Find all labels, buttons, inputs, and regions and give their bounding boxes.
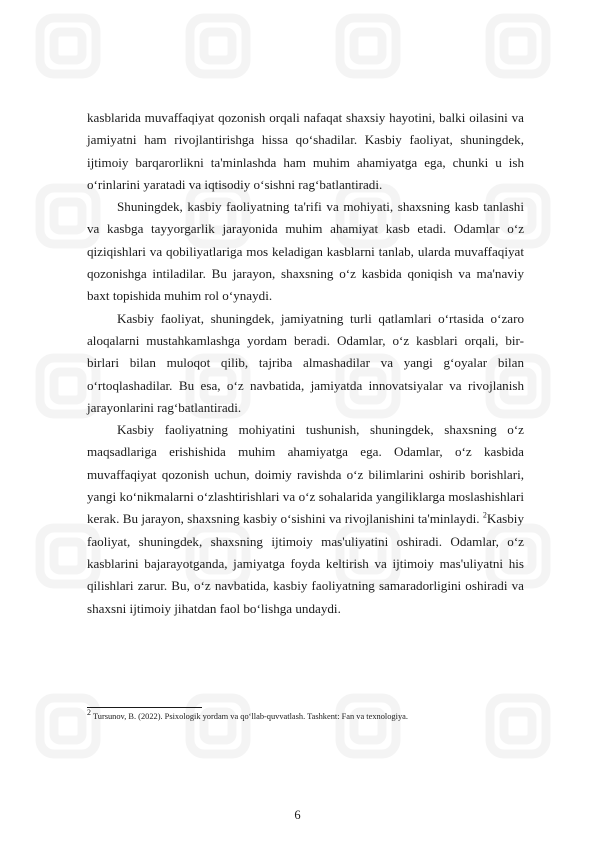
page-number: 6 [294,808,301,822]
footnote [87,708,524,722]
paragraph-4-text-b: Kasbiy faoliyat, shuningdek, shaxsning ijtimoiy mas'uliyatini oshiradi. Odamlar, o‘z kasblarini bajarayotganda, jamiyatga foyda keltirish va ijtimoiy mas'uliyatni his qilishlari zarur. Bu, o‘z navbatida, kasbiy faoliyatning samaradorligini oshiradi va shaxsni ijtimoiy jihatdan faol bo‘lishga undaydi. [87,511,524,616]
paragraph-4 [87,419,524,620]
footnote-text: Tursunov, B. (2022). Psixologik yordam va qo‘llab-quvvatlash. Tashkent: Fan va texnologiya. [91,712,408,721]
body-text [87,107,524,620]
paragraph-2: Shuningdek, kasbiy faoliyatning ta'rifi va mohiyati, shaxsning kasb tanlashi va kasbga tayyorgarlik jarayonida muhim ahamiyat kasb etadi. Odamlar o‘z qiziqishlari va qobiliyatlariga mos keladigan kasblarni tanlab, ularda muvaffaqiyat qozonishga intiladilar. Bu jarayon, shaxsning o‘z kasbida qoniqish va ma'naviy baxt topishida muhim rol o‘ynaydi. [87,199,524,304]
footnote-reference[interactable]: 2 [482,510,487,520]
paragraph-1: kasblarida muvaffaqiyat qozonish orqali nafaqat shaxsiy hayotini, balki oilasini va jamiyatni ham rivojlantirishga hissa qo‘shadilar. Kasbiy faoliyat, shuningdek, ijtimoiy barqarorlikni ta'minlashda ham muhim ahamiyatga ega, chunki u ish o‘rinlarini yaratadi va iqtisodiy o‘sishni rag‘batlantiradi. [87,110,524,192]
footnote-marker: 2 [87,708,91,718]
footnote-separator [87,707,202,708]
paragraph-4-text-a: Kasbiy faoliyatning mohiyatini tushunish, shuningdek, shaxsning o‘z maqsadlariga erishishida muhim ahamiyatga ega. Odamlar, o‘z kasbida muvaffaqiyat qozonish uchun, doimiy ravishda o‘z bilimlarini oshirib borishlari, yangi ko‘nikmalarni o‘zlashtirishlari va o‘z sohalarida yangiliklarga moslashishlari kerak. Bu jarayon, shaxsning kasbiy o‘sishini va rivojlanishini ta'minlaydi. [87,422,524,527]
paragraph-3: Kasbiy faoliyat, shuningdek, jamiyatning turli qatlamlari o‘rtasida o‘zaro aloqalarni mustahkamlashga yordam beradi. Odamlar, o‘z kasblari orqali, bir-birlari bilan muloqot qilib, tajriba almashadilar va yangi g‘oyalar bilan o‘rtoqlashadilar. Bu esa, o‘z navbatida, jamiyatda innovatsiyalar va rivojlanish jarayonlarini rag‘batlantiradi. [87,310,524,415]
